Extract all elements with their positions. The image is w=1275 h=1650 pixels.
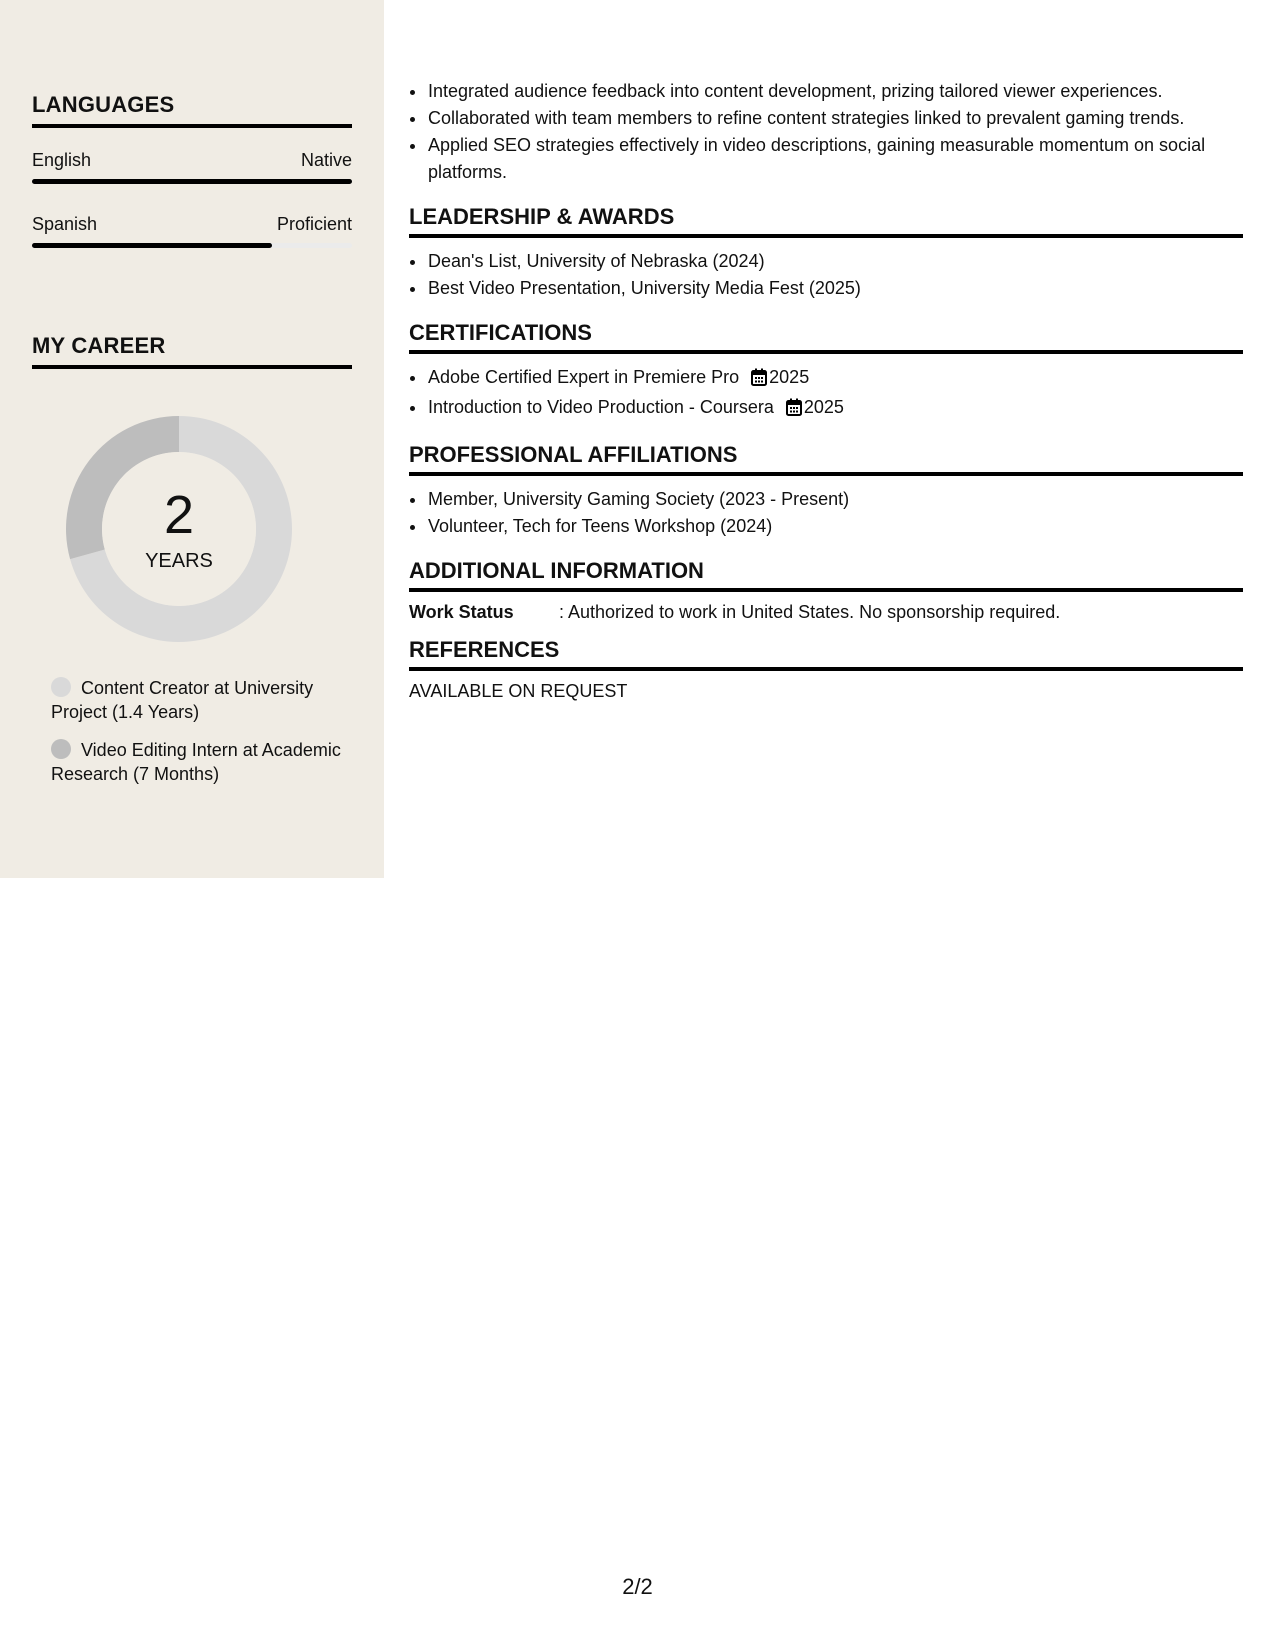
career-section bbox=[32, 333, 352, 369]
leadership-heading: LEADERSHIP & AWARDS bbox=[409, 204, 1243, 238]
language-name: English bbox=[32, 150, 92, 170]
language-level: Native bbox=[300, 150, 352, 170]
language-proficiency-bar bbox=[32, 243, 352, 248]
calendar-icon bbox=[786, 397, 802, 424]
additional-info-heading: ADDITIONAL INFORMATION bbox=[409, 558, 1243, 592]
career-heading: MY CAREER bbox=[32, 333, 352, 369]
references-heading: REFERENCES bbox=[409, 637, 1243, 671]
languages-section bbox=[32, 92, 352, 248]
language-level: Proficient bbox=[276, 214, 352, 234]
certifications-list bbox=[409, 364, 1243, 424]
legend-item bbox=[51, 738, 341, 786]
career-donut-chart bbox=[66, 416, 292, 642]
legend-label: Video Editing Intern at Academic Research (7 Months) bbox=[51, 740, 341, 784]
list-item: • Member, University Gaming Society (2023 - Present) bbox=[427, 486, 1243, 513]
legend-item bbox=[51, 676, 341, 724]
certification-year: 2025 bbox=[803, 397, 844, 417]
main-content bbox=[409, 78, 1243, 702]
work-status-value: : Authorized to work in United States. No sponsorship required. bbox=[559, 602, 1061, 622]
language-proficiency-fill bbox=[32, 179, 352, 184]
affiliations-heading: PROFESSIONAL AFFILIATIONS bbox=[409, 442, 1243, 476]
list-item: • Dean's List, University of Nebraska (2024) bbox=[427, 248, 1243, 275]
page-number: 2/2 bbox=[622, 1574, 653, 1599]
work-status-label: Work Status bbox=[409, 602, 514, 622]
languages-heading: LANGUAGES bbox=[32, 92, 352, 128]
career-total-unit: YEARS bbox=[145, 550, 213, 572]
legend-dot bbox=[51, 677, 71, 697]
language-name: Spanish bbox=[32, 214, 98, 234]
references-text: AVAILABLE ON REQUEST bbox=[409, 681, 628, 701]
certifications-heading: CERTIFICATIONS bbox=[409, 320, 1243, 354]
certification-name: Adobe Certified Expert in Premiere Pro bbox=[428, 367, 740, 387]
calendar-icon bbox=[751, 367, 767, 394]
language-item-spanish bbox=[32, 214, 352, 248]
list-item: • Volunteer, Tech for Teens Workshop (2024) bbox=[427, 513, 1243, 540]
language-proficiency-fill bbox=[32, 243, 272, 248]
career-total-years: 2 bbox=[163, 485, 195, 545]
certification-year: 2025 bbox=[769, 367, 810, 387]
list-item: • Applied SEO strategies effectively in video descriptions, gaining measurable momentum on social platforms. bbox=[427, 132, 1243, 186]
leadership-list bbox=[409, 248, 1243, 302]
list-item: • Best Video Presentation, University Media Fest (2025) bbox=[427, 275, 1243, 302]
language-item-english bbox=[32, 150, 352, 184]
list-item: • Collaborated with team members to refine content strategies linked to prevalent gaming trends. bbox=[427, 105, 1243, 132]
certification-name: Introduction to Video Production - Coursera bbox=[428, 397, 774, 417]
sidebar bbox=[0, 0, 384, 878]
certification-item bbox=[427, 364, 1243, 394]
career-legend bbox=[51, 676, 341, 800]
affiliations-list bbox=[409, 486, 1243, 540]
legend-dot bbox=[51, 739, 71, 759]
experience-bullets bbox=[409, 78, 1243, 186]
work-status-row bbox=[409, 602, 1243, 623]
certification-item bbox=[427, 394, 1243, 424]
language-proficiency-bar bbox=[32, 179, 352, 184]
legend-label: Content Creator at University Project (1.4 Years) bbox=[51, 678, 314, 722]
list-item: • Integrated audience feedback into content development, prizing tailored viewer experiences. bbox=[427, 78, 1243, 105]
donut-center bbox=[66, 416, 292, 642]
